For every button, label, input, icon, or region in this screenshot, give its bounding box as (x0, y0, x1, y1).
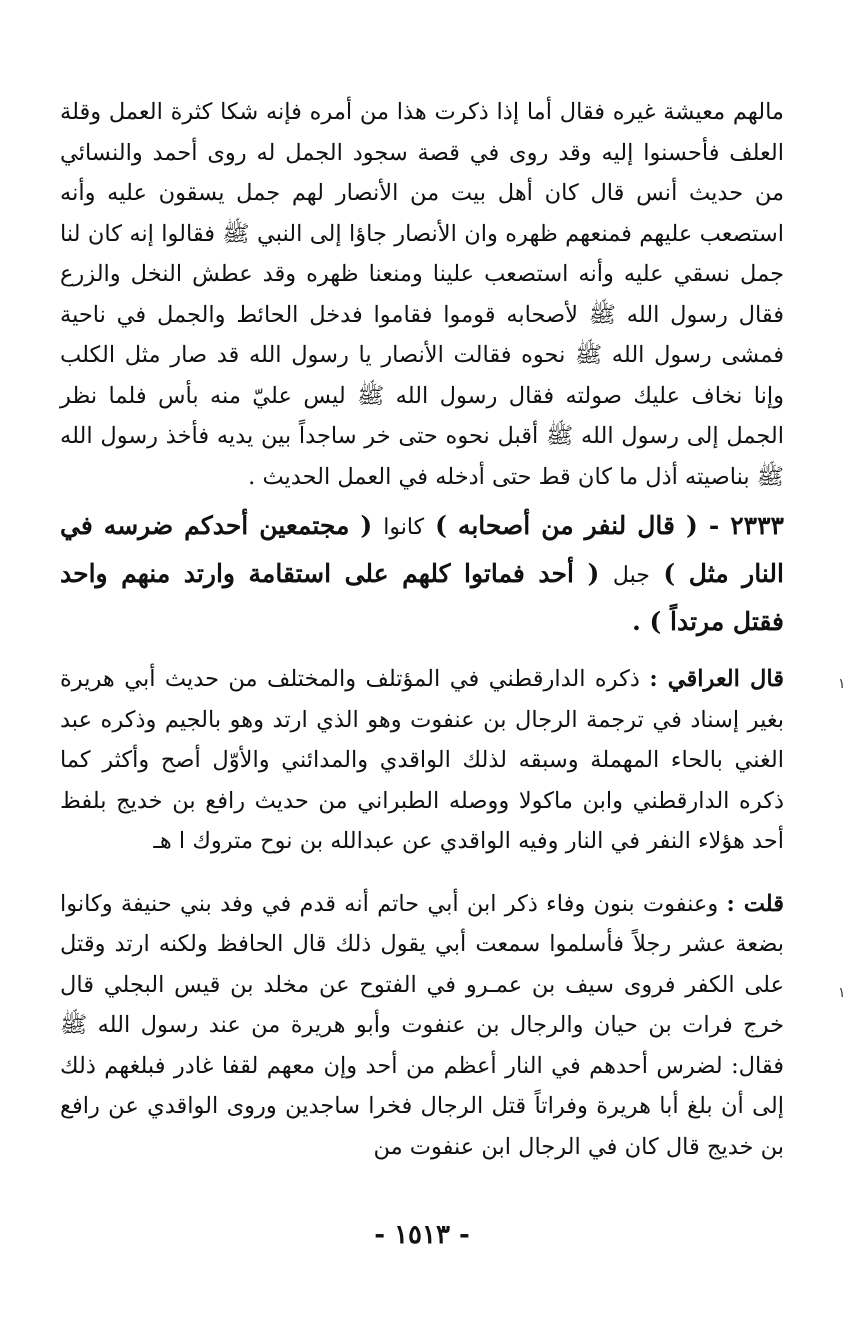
hadith-heading (60, 503, 784, 645)
hadith-plain-1: كانوا (383, 515, 425, 540)
spacer (60, 862, 784, 884)
margin-mark: ١ (838, 676, 846, 692)
iraqi-label: قال العراقي : (649, 666, 784, 692)
hadith-number: ٢٣٣٣ - (708, 511, 784, 540)
hadith-text-part-1: ( قال لنفر من أصحابه ) (435, 511, 698, 540)
hadith-text-part-3: ( أحد فماتوا كلهم على استقامة وارتد منهم واحد فقتل مرتداً ) . (60, 559, 784, 636)
iraqi-text: ذكره الدارقطني في المؤتلف والمختلف من حديث أبي هريرة بغير إسناد في ترجمة الرجال بن عنفوت وهو الذي ارتد وهو بالجيم وذكره عبد الغني بالحاء المهملة وسبقه لذلك الواقدي والمدائني والأوّل أصح وأكثر كما ذكره الدارقطني وابن ماكولا ووصله الطبراني من حديث رافع بن خديج بلفظ أحد هؤلاء النفر في النار وفيه الواقدي عن عبدالله بن نوح متروك ا هـ (60, 666, 784, 854)
page-body (60, 92, 784, 1167)
hadith-text-part-2: ( مجتمعين أحدكم ضرسه في النار مثل ) (60, 511, 784, 588)
qultu-label: قلت : (726, 890, 785, 917)
qultu-text: وعنفوت بنون وفاء ذكر ابن أبي حاتم أنه قدم في وفد بني حنيفة وكانوا بضعة عشر رجلاً فأسلموا سمعت أبي يقول ذلك قال الحافظ ولكنه ارتد وقتل على الكفر فروى سيف بن عمـرو في الفتوح عن مخلد بن قيس البجلي قال خرج فرات بن حيان والرجال بن عنفوت وأبو هريرة من عند رسول الله ﷺ فقال: لضرس أحدهم في النار أعظم من أحد وإن معهم لقفا غادر فبلغهم ذلك إلى أن بلغ أبا هريرة وفراتاً قتل الرجال فخرا ساجدين وروى الواقدي عن رافع بن خديج قال كان في الرجال ابن عنفوت من (60, 890, 784, 1160)
margin-mark: ١ (838, 985, 846, 1001)
iraqi-commentary (60, 659, 784, 862)
hadith-plain-2: جبل (612, 563, 650, 588)
page-number: - ١٥١٣ - (374, 1220, 470, 1250)
qultu-commentary (60, 884, 784, 1168)
intro-paragraph: مالهم معيشة غيره فقال أما إذا ذكرت هذا من أمره فإنه شكا كثرة العمل وقلة العلف فأحسنوا إليه وقد روى في قصة سجود الجمل له روى أحمد والنسائي من حديث أنس قال كان أهل بيت من الأنصار لهم جمل يسقون عليه وأنه استصعب عليهم فمنعهم ظهره وان الأنصار جاؤا إلى النبي ﷺ فقالوا إنه كان لنا جمل نسقي عليه وأنه استصعب علينا ومنعنا ظهره وقد عطش النخل والزرع فقال رسول الله ﷺ لأصحابه قوموا فقاموا فدخل الحائط والجمل في ناحية فمشى رسول الله ﷺ نحوه فقالت الأنصار يا رسول الله قد صار مثل الكلب وإنا نخاف عليك صولته فقال رسول الله ﷺ ليس عليّ منه بأس فلما نظر الجمل إلى رسول الله ﷺ أقبل نحوه حتى خر ساجداً بين يديه فأخذ رسول الله ﷺ بناصيته أذل ما كان قط حتى أدخله في العمل الحديث . (60, 99, 784, 490)
